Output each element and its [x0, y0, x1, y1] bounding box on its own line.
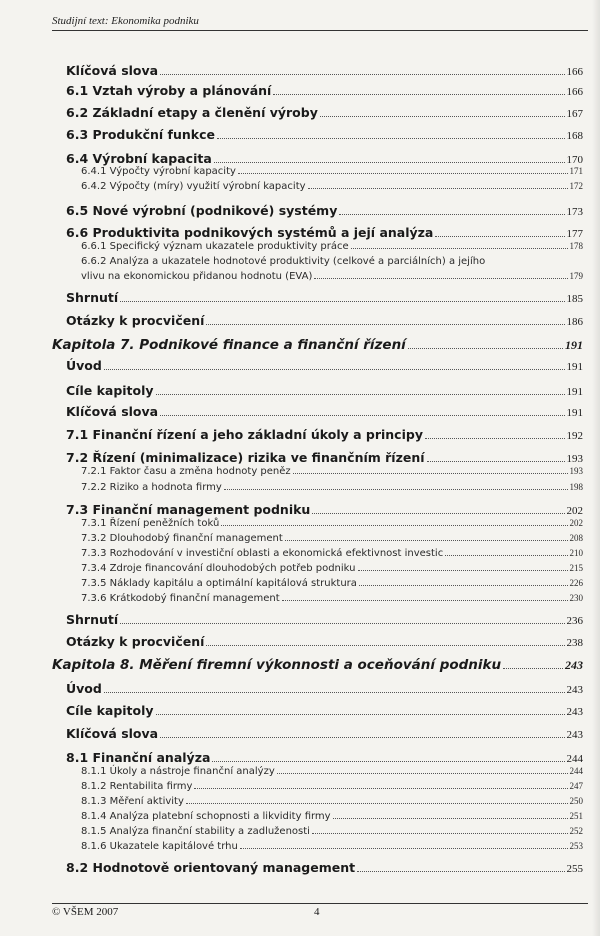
dot-leader [156, 705, 565, 715]
toc-page-number: 167 [566, 108, 583, 120]
toc-entry-label: 6.6.1 Specifický význam ukazatele produktivity práce [81, 241, 349, 252]
toc-page-number: 252 [569, 826, 583, 836]
toc-entry-label: 7.3.4 Zdroje financování dlouhodobých potřeb podniku [81, 563, 356, 574]
dot-leader [503, 659, 563, 669]
toc-entry[interactable] [66, 860, 583, 875]
dot-leader [293, 466, 568, 474]
toc-entry-label: 6.2 Základní etapy a členění výroby [66, 105, 318, 120]
dot-leader [308, 181, 568, 189]
toc-entry[interactable] [81, 826, 583, 837]
toc-entry-label: 7.1 Finanční řízení a jeho základní úkoly a principy [66, 427, 423, 442]
toc-entry-label: 7.3 Finanční management podniku [66, 502, 311, 517]
toc-entry-label: 6.3 Produkční funkce [66, 127, 215, 142]
dot-leader [156, 385, 565, 395]
dot-leader [206, 315, 564, 325]
toc-page-number: 215 [569, 563, 583, 573]
dot-leader [194, 781, 567, 789]
toc-entry-label: Klíčová slova [66, 726, 159, 741]
toc-page-number: 243 [566, 706, 583, 718]
toc-page-number: 168 [566, 130, 583, 142]
toc-entry-label: 8.1.3 Měření aktivity [81, 796, 184, 807]
footer-copyright: © VŠEM 2007 [52, 906, 119, 918]
toc-page-number: 250 [569, 796, 583, 806]
toc-entry[interactable] [66, 63, 583, 78]
toc-entry[interactable] [81, 181, 583, 192]
toc-entry-label: Kapitola 8. Měření firemní výkonnosti a oceňování podniku [52, 657, 502, 673]
toc-entry-label: 7.2.2 Riziko a hodnota firmy [81, 482, 222, 493]
toc-page-number: 251 [569, 811, 583, 821]
dot-leader [240, 841, 568, 849]
toc-entry[interactable] [81, 563, 583, 574]
toc-page-number: 193 [569, 466, 583, 476]
toc-entry[interactable] [81, 841, 583, 852]
toc-entry[interactable] [66, 313, 583, 328]
toc-page-number: 210 [569, 548, 583, 558]
toc-page-number: 172 [569, 181, 583, 191]
page-edge-shadow [592, 0, 600, 936]
dot-leader [186, 796, 568, 804]
toc-entry[interactable] [66, 225, 583, 240]
toc-page-number: 243 [566, 684, 583, 696]
toc-page-number: 198 [569, 482, 583, 492]
toc-entry-label: 7.3.6 Krátkodobý finanční management [81, 593, 280, 604]
toc-entry[interactable] [81, 766, 583, 777]
toc-page-number: 166 [566, 86, 583, 98]
toc-entry-label: 6.1 Vztah výroby a plánování [66, 83, 272, 98]
toc-entry-label: Úvod [66, 681, 102, 696]
toc-entry[interactable] [81, 578, 583, 589]
dot-leader [425, 429, 565, 439]
toc-chapter-entry[interactable] [52, 657, 583, 673]
toc-page-number: 173 [566, 206, 583, 218]
toc-entry-label: Cíle kapitoly [66, 703, 154, 718]
toc-entry[interactable] [81, 533, 583, 544]
toc-entry-label: Shrnutí [66, 612, 119, 627]
dot-leader [312, 504, 564, 514]
dot-leader [312, 826, 568, 834]
toc-entry[interactable] [66, 726, 583, 741]
toc-page-number: 177 [566, 228, 583, 240]
dot-leader [160, 406, 564, 416]
running-header: Studijní text: Ekonomika podniku [52, 15, 588, 31]
toc-page-number: 191 [566, 361, 583, 373]
toc-entry-label: 7.3.5 Náklady kapitálu a optimální kapitálová struktura [81, 578, 357, 589]
toc-entry[interactable] [81, 482, 583, 493]
dot-leader [212, 752, 564, 762]
toc-page-number: 202 [566, 505, 583, 517]
toc-entry[interactable] [66, 750, 583, 765]
toc-entry-label: 6.4.1 Výpočty výrobní kapacity [81, 166, 236, 177]
dot-leader [277, 766, 568, 774]
toc-entry-label: 8.1.4 Analýza platební schopnosti a likvidity firmy [81, 811, 331, 822]
dot-leader [221, 518, 567, 526]
toc-entry-label: Kapitola 7. Podnikové finance a finanční řízení [52, 337, 406, 353]
toc-page-number: 238 [566, 637, 583, 649]
toc-entry-label: Úvod [66, 358, 102, 373]
toc-entry[interactable] [66, 502, 583, 517]
toc-page-number: 185 [566, 293, 583, 305]
toc-page-number: 244 [569, 766, 583, 776]
dot-leader [160, 728, 564, 738]
toc-entry[interactable] [66, 290, 583, 305]
toc-page-number: 170 [566, 154, 583, 166]
toc-entry-label: 6.4 Výrobní kapacita [66, 151, 212, 166]
dot-leader [357, 862, 564, 872]
toc-page-number: 178 [569, 241, 583, 251]
toc-chapter-entry[interactable] [52, 337, 583, 353]
toc-entry-label: 8.1.2 Rentabilita firmy [81, 781, 193, 792]
dot-leader [160, 65, 564, 75]
toc-entry-label: 7.3.2 Dlouhodobý finanční management [81, 533, 283, 544]
dot-leader [358, 563, 568, 571]
toc-page-number: 191 [566, 407, 583, 419]
dot-leader [333, 811, 568, 819]
dot-leader [282, 593, 568, 601]
toc-entry[interactable] [81, 548, 583, 559]
dot-leader [238, 166, 568, 174]
toc-entry-label: 6.5 Nové výrobní (podnikové) systémy [66, 203, 338, 218]
toc-page-number: 191 [566, 386, 583, 398]
toc-entry[interactable] [66, 427, 583, 442]
toc-entry-label: 8.2 Hodnotově orientovaný management [66, 860, 356, 875]
dot-leader [104, 360, 565, 370]
toc-entry[interactable] [66, 634, 583, 649]
toc-entry-label: Shrnutí [66, 290, 119, 305]
toc-entry[interactable] [81, 166, 583, 177]
toc-page-number: 244 [566, 753, 583, 765]
toc-page-number: 179 [569, 271, 583, 281]
footer-rule [52, 903, 588, 904]
toc-entry-label: 6.6 Produktivita podnikových systémů a její analýza [66, 225, 434, 240]
dot-leader [408, 339, 563, 349]
toc-page-number: 192 [566, 430, 583, 442]
toc-entry-label: 7.3.3 Rozhodování v investiční oblasti a ekonomická efektivnost investic [81, 548, 444, 559]
toc-entry[interactable] [66, 83, 583, 98]
dot-leader [320, 107, 565, 117]
toc-entry-label: 8.1 Finanční analýza [66, 750, 211, 765]
toc-entry-label: Klíčová slova [66, 63, 159, 78]
toc-entry-label: Otázky k procvičení [66, 313, 205, 328]
toc-page-number: 243 [565, 658, 583, 672]
toc-page-number: 186 [566, 316, 583, 328]
toc-entry[interactable] [66, 612, 583, 627]
dot-leader [206, 636, 564, 646]
toc-page-number: 171 [569, 166, 583, 176]
toc-entry[interactable] [66, 358, 583, 373]
dot-leader [120, 292, 564, 302]
dot-leader [224, 482, 568, 490]
dot-leader [314, 271, 567, 279]
toc-page-number: 166 [566, 66, 583, 78]
toc-entry[interactable] [66, 127, 583, 142]
toc-entry-label: 8.1.5 Analýza finanční stability a zadluženosti [81, 826, 310, 837]
toc-entry[interactable] [66, 450, 583, 465]
toc-page-number: 208 [569, 533, 583, 543]
toc-page-number: 230 [569, 593, 583, 603]
toc-entry-label: Otázky k procvičení [66, 634, 205, 649]
dot-leader [120, 614, 564, 624]
toc-entry[interactable] [81, 593, 583, 604]
toc-page-number: 191 [565, 338, 583, 352]
dot-leader [427, 452, 565, 462]
toc-entry[interactable] [81, 241, 583, 252]
toc-entry[interactable] [66, 151, 583, 166]
toc-page-number: 226 [569, 578, 583, 588]
dot-leader [217, 129, 565, 139]
footer-page-number: 4 [314, 906, 320, 918]
toc-entry-label: 8.1.6 Ukazatele kapitálové trhu [81, 841, 238, 852]
dot-leader [273, 85, 564, 95]
toc-entry-label: 7.2.1 Faktor času a změna hodnoty peněz [81, 466, 291, 477]
toc-entry[interactable] [66, 383, 583, 398]
toc-entry-label: 8.1.1 Úkoly a nástroje finanční analýzy [81, 766, 275, 777]
toc-entry-label: 6.6.2 Analýza a ukazatele hodnotové produktivity (celkové a parciálních) a jejího [81, 256, 486, 267]
dot-leader [214, 153, 565, 163]
toc-entry[interactable] [66, 203, 583, 218]
toc-entry[interactable] [66, 404, 583, 419]
dot-leader [359, 578, 568, 586]
toc-page-number: 255 [566, 863, 583, 875]
dot-leader [104, 683, 565, 693]
toc-entry-label: Cíle kapitoly [66, 383, 154, 398]
toc-entry[interactable] [81, 466, 583, 477]
toc-entry[interactable] [81, 518, 583, 529]
toc-entry[interactable] [81, 811, 583, 822]
dot-leader [445, 548, 567, 556]
toc-entry[interactable] [66, 703, 583, 718]
toc-page-number: 236 [566, 615, 583, 627]
toc-entry[interactable] [66, 681, 583, 696]
toc-page-number: 202 [569, 518, 583, 528]
toc-entry[interactable] [81, 796, 583, 807]
toc-entry[interactable] [81, 781, 583, 792]
toc-entry[interactable] [66, 105, 583, 120]
toc-page-number: 243 [566, 729, 583, 741]
dot-leader [339, 205, 564, 215]
toc-entry-label: vlivu na ekonomickou přidanou hodnotu (EVA) [81, 271, 313, 282]
toc-entry-label: 6.4.2 Výpočty (míry) využití výrobní kapacity [81, 181, 306, 192]
toc-entry-label: Klíčová slova [66, 404, 159, 419]
toc-entry[interactable] [81, 271, 583, 282]
toc-entry-label: 7.2 Řízení (minimalizace) rizika ve finančním řízení [66, 450, 425, 465]
toc-page-number: 253 [569, 841, 583, 851]
toc-page-number: 193 [566, 453, 583, 465]
toc-entry-label: 7.3.1 Řízení peněžních toků [81, 518, 220, 529]
toc-page-number: 247 [569, 781, 583, 791]
dot-leader [351, 241, 568, 249]
dot-leader [435, 227, 564, 237]
dot-leader [285, 533, 568, 541]
